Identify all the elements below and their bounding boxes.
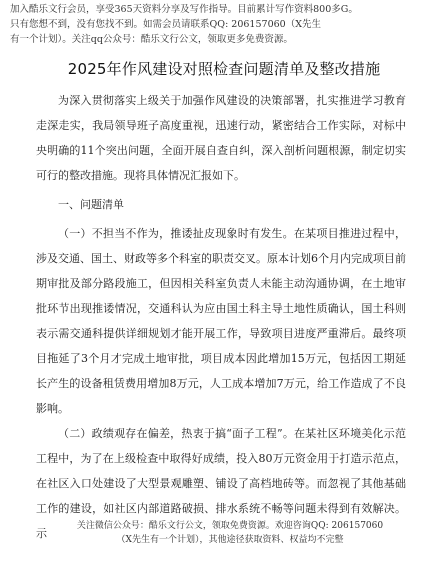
- header-note-line-1: 加入酷乐文行会员，享受365天资料分享及写作指导。目前累计写作资料800多G。: [10, 4, 358, 15]
- problem-item-1: （一）不担当不作为，推诿扯皮现象时有发生。在某项目推进过程中，涉及交通、国土、财政等多个科室的职责交叉。原本计划6个月内完成项目前期审批及部分路段施工，但因相关科室负责人未能主动沟通协调，在土地审批环节出现推诿情况，交通科认为应由国土科主导土地性质确认，国土科则表示需交通科提供详细规划才能开展工作，导致项目进度严重滞后。最终项目拖延了3个月才完成土地审批，项目成本因此增加15万元，包括因工期延长产生的设备租赁费用增加8万元，人工成本增加7万元，给工作造成了不良影响。: [36, 227, 406, 415]
- problem-item-2: （二）政绩观存在偏差，热衷于搞“面子工程”。在某社区环境美化示范工程中，为了在上级检查中取得好成绩，投入80万元资金用于打造示范点，在社区入口处建设了大型景观雕塑、铺设了高档地砖等。而忽视了其他基础工作的建设，如社区内部道路破损、排水系统不畅等问题未得到有效解决。示: [36, 427, 406, 540]
- header-note-line-2: 只有您想不到，没有您找不到。如需会员请联系QQ: 206157060（X先生: [10, 19, 321, 30]
- header-promo-note: [10, 2, 430, 47]
- document-title: 2025年作风建设对照检查问题清单及整改措施: [67, 60, 381, 78]
- footer-promo-note: [60, 519, 400, 547]
- footer-note-line-2: （X先生有一个计划），其他途径获取资料、权益均不完整: [116, 535, 344, 545]
- intro-paragraph: 为深入贯彻落实上级关于加强作风建设的决策部署，扎实推进学习教育走深走实，我局领导班子高度重视，迅速行动，紧密结合工作实际，对标中央明确的11个突出问题，全面开展自查自纠，深入剖析问题根源，制定切实可行的整改措施。现将具体情况汇报如下。: [36, 94, 406, 182]
- document-body: [36, 88, 406, 546]
- footer-note-line-1: 关注微信公众号：酷乐文行公文，领取免费资源。欢迎咨询QQ: 206157060: [76, 521, 384, 531]
- section-heading-problem-list: 一、问题清单: [58, 198, 124, 211]
- header-note-line-3: 有一个计划）。关注qq公众号：酷乐文行公文，领取更多免费资源。: [10, 34, 293, 45]
